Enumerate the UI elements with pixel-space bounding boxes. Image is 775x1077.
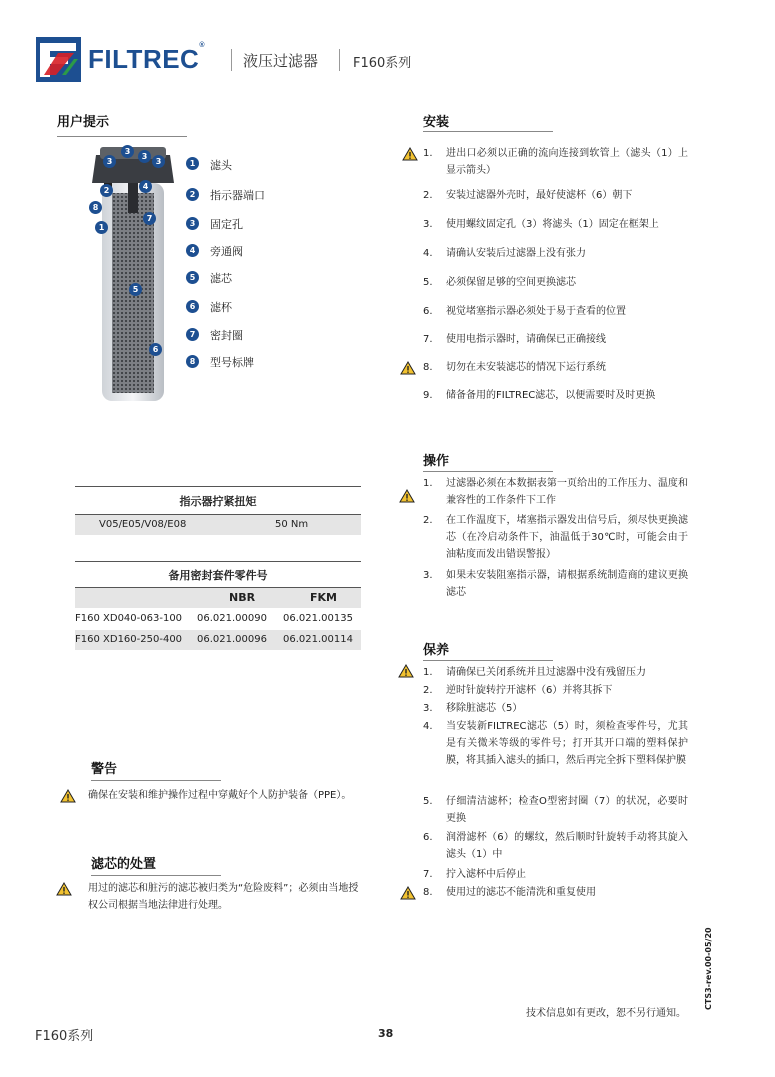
item-number: 3. bbox=[423, 703, 433, 714]
item-number: 4. bbox=[423, 248, 433, 259]
footer-series: F160系列 bbox=[35, 1029, 94, 1044]
item-text: 润滑滤杯（6）的螺纹，然后顺时针旋转手动将其旋入滤头（1）中 bbox=[446, 832, 688, 860]
item-text: 仔细清洁滤杯；检查O型密封圈（7）的状况，必要时更换 bbox=[446, 796, 688, 824]
item-text: 请确认安装后过滤器上没有张力 bbox=[446, 248, 586, 259]
legend-number: 2 bbox=[186, 188, 199, 201]
installation-title: 安装 bbox=[423, 115, 450, 130]
item-number: 8. bbox=[423, 887, 433, 898]
header-divider bbox=[339, 49, 340, 71]
table-rule bbox=[75, 486, 361, 487]
item-number: 1. bbox=[423, 478, 433, 489]
item-number: 9. bbox=[423, 390, 433, 401]
legend-item bbox=[186, 294, 326, 321]
item-text: 请确保已关闭系统并且过滤器中没有残留压力 bbox=[446, 667, 646, 678]
item-number: 2. bbox=[423, 515, 433, 526]
seal-model: F160 XD160-250-400 bbox=[75, 634, 183, 645]
warning-triangle-icon bbox=[56, 882, 72, 896]
callout-badge: 6 bbox=[149, 343, 162, 356]
seal-table-title: 备用密封套件零件号 bbox=[168, 569, 268, 582]
warning-triangle-icon bbox=[402, 147, 418, 161]
component-legend bbox=[186, 157, 326, 375]
filter-cutaway-illustration bbox=[88, 143, 178, 413]
seal-nbr: 06.021.00090 bbox=[197, 613, 267, 624]
legend-label: 指示器端口 bbox=[210, 189, 265, 202]
legend-number: 6 bbox=[186, 300, 199, 313]
legend-label: 旁通阀 bbox=[210, 245, 243, 258]
item-text: 在工作温度下，堵塞指示器发出信号后，须尽快更换滤芯（在冷启动条件下，油温低于30℃时，可能会由于油粘度而发出错误警报） bbox=[446, 515, 688, 560]
item-number: 4. bbox=[423, 721, 433, 732]
user-notes-title: 用户提示 bbox=[57, 115, 110, 130]
operation-title: 操作 bbox=[423, 454, 450, 469]
legend-number: 4 bbox=[186, 244, 199, 257]
item-text: 切勿在未安装滤芯的情况下运行系统 bbox=[446, 362, 606, 373]
item-text: 拧入滤杯中后停止 bbox=[446, 869, 526, 880]
callout-badge: 1 bbox=[95, 221, 108, 234]
item-text: 逆时针旋转拧开滤杯（6）并将其拆下 bbox=[446, 685, 613, 696]
legend-item bbox=[186, 267, 326, 294]
section-rule bbox=[57, 136, 187, 137]
legend-item bbox=[186, 321, 326, 348]
callout-badge: 3 bbox=[121, 145, 134, 158]
item-text: 如果未安装阻塞指示器，请根据系统制造商的建议更换滤芯 bbox=[446, 570, 688, 598]
legend-item bbox=[186, 185, 326, 213]
section-rule bbox=[423, 131, 553, 132]
warning-triangle-icon bbox=[60, 789, 76, 803]
item-text: 使用过的滤芯不能清洗和重复使用 bbox=[446, 887, 596, 898]
legend-item bbox=[186, 213, 326, 240]
seal-fkm: 06.021.00114 bbox=[283, 634, 353, 645]
callout-badge: 3 bbox=[152, 155, 165, 168]
item-number: 8. bbox=[423, 362, 433, 373]
seal-fkm: 06.021.00135 bbox=[283, 613, 353, 624]
item-text: 使用电指示器时，请确保已正确接线 bbox=[446, 334, 606, 345]
table-row bbox=[75, 515, 361, 535]
header-divider bbox=[231, 49, 232, 71]
legend-number: 3 bbox=[186, 217, 199, 230]
table-row bbox=[75, 609, 361, 629]
item-text: 安装过滤器外壳时，最好使滤杯（6）朝下 bbox=[446, 190, 633, 201]
torque-value: 50 Nm bbox=[275, 519, 309, 530]
disposal-title: 滤芯的处置 bbox=[91, 857, 157, 872]
legend-number: 5 bbox=[186, 271, 199, 284]
callout-badge: 7 bbox=[143, 212, 156, 225]
warning-triangle-icon bbox=[400, 886, 416, 900]
torque-table-title: 指示器拧紧扭矩 bbox=[179, 495, 257, 508]
item-number: 5. bbox=[423, 277, 433, 288]
legend-item bbox=[186, 157, 326, 185]
item-number: 5. bbox=[423, 796, 433, 807]
callout-badge: 2 bbox=[100, 184, 113, 197]
section-rule bbox=[423, 660, 553, 661]
callout-badge: 5 bbox=[129, 283, 142, 296]
warning-text: 确保在安装和维护操作过程中穿戴好个人防护装备（PPE）。 bbox=[88, 790, 352, 801]
header-series: F160系列 bbox=[353, 56, 412, 71]
item-number: 7. bbox=[423, 334, 433, 345]
section-rule bbox=[423, 471, 553, 472]
legend-label: 滤头 bbox=[210, 159, 232, 172]
item-text: 储备备用的FILTREC滤芯，以便需要时及时更换 bbox=[446, 390, 656, 401]
item-number: 2. bbox=[423, 190, 433, 201]
legend-number: 8 bbox=[186, 355, 199, 368]
item-number: 1. bbox=[423, 667, 433, 678]
item-text: 当安装新FILTREC滤芯（5）时，须检查零件号，尤其是有关微米等级的零件号；打开其开口端的塑料保护膜，将其插入滤头的插口，然后再完全拆下塑料保护膜 bbox=[446, 721, 688, 766]
warning-triangle-icon bbox=[398, 664, 414, 678]
warning-triangle-icon bbox=[400, 361, 416, 375]
callout-badge: 8 bbox=[89, 201, 102, 214]
list-item bbox=[423, 145, 688, 181]
table-row bbox=[75, 630, 361, 650]
callout-badge: 3 bbox=[103, 155, 116, 168]
item-number: 6. bbox=[423, 832, 433, 843]
callout-badge: 4 bbox=[139, 180, 152, 193]
column-header-fkm: FKM bbox=[310, 591, 337, 604]
legend-number: 1 bbox=[186, 157, 199, 170]
item-text: 过滤器必须在本数据表第一页给出的工作压力、温度和兼容性的工作条件下工作 bbox=[446, 478, 688, 506]
disposal-text: 用过的滤芯和脏污的滤芯被归类为“危险废料”；必须由当地授权公司根据当地法律进行处理。 bbox=[88, 883, 359, 911]
maintenance-title: 保养 bbox=[423, 643, 450, 658]
item-text: 视觉堵塞指示器必须处于易于查看的位置 bbox=[446, 306, 626, 317]
filtrec-logo-icon bbox=[36, 37, 81, 82]
callout-badge: 3 bbox=[138, 150, 151, 163]
brand-name: FILTREC® bbox=[88, 42, 206, 74]
section-rule bbox=[91, 780, 221, 781]
item-text: 必须保留足够的空间更换滤芯 bbox=[446, 277, 576, 288]
torque-model: V05/E05/V08/E08 bbox=[99, 519, 187, 530]
legend-label: 固定孔 bbox=[210, 218, 243, 231]
legend-label: 滤杯 bbox=[210, 301, 232, 314]
page-number: 38 bbox=[378, 1027, 394, 1040]
legend-label: 密封圈 bbox=[210, 329, 243, 342]
item-number: 2. bbox=[423, 685, 433, 696]
item-number: 1. bbox=[423, 148, 433, 159]
header-title: 液压过滤器 bbox=[243, 52, 319, 70]
warning-title: 警告 bbox=[91, 762, 118, 777]
item-text: 移除脏滤芯（5） bbox=[446, 703, 523, 714]
item-number: 3. bbox=[423, 219, 433, 230]
legend-number: 7 bbox=[186, 328, 199, 341]
seal-model: F160 XD040-063-100 bbox=[75, 613, 183, 624]
legend-label: 型号标牌 bbox=[210, 356, 254, 369]
column-header-nbr: NBR bbox=[229, 591, 256, 604]
legend-item bbox=[186, 348, 326, 375]
legend-label: 滤芯 bbox=[210, 272, 232, 285]
legend-item bbox=[186, 240, 326, 267]
section-rule bbox=[91, 875, 221, 876]
item-text: 进出口必须以正确的流向连接到软管上（滤头（1）上显示箭头） bbox=[446, 148, 688, 176]
warning-triangle-icon bbox=[399, 489, 415, 503]
item-text: 使用螺纹固定孔（3）将滤头（1）固定在框架上 bbox=[446, 219, 659, 230]
table-header-row bbox=[75, 588, 361, 608]
footer-notice: 技术信息如有更改，恕不另行通知。 bbox=[526, 1008, 686, 1019]
item-number: 7. bbox=[423, 869, 433, 880]
item-number: 6. bbox=[423, 306, 433, 317]
table-rule bbox=[75, 561, 361, 562]
item-number: 3. bbox=[423, 570, 433, 581]
document-code: CTS3-rev.00-05/20 bbox=[704, 927, 713, 1010]
seal-nbr: 06.021.00096 bbox=[197, 634, 267, 645]
